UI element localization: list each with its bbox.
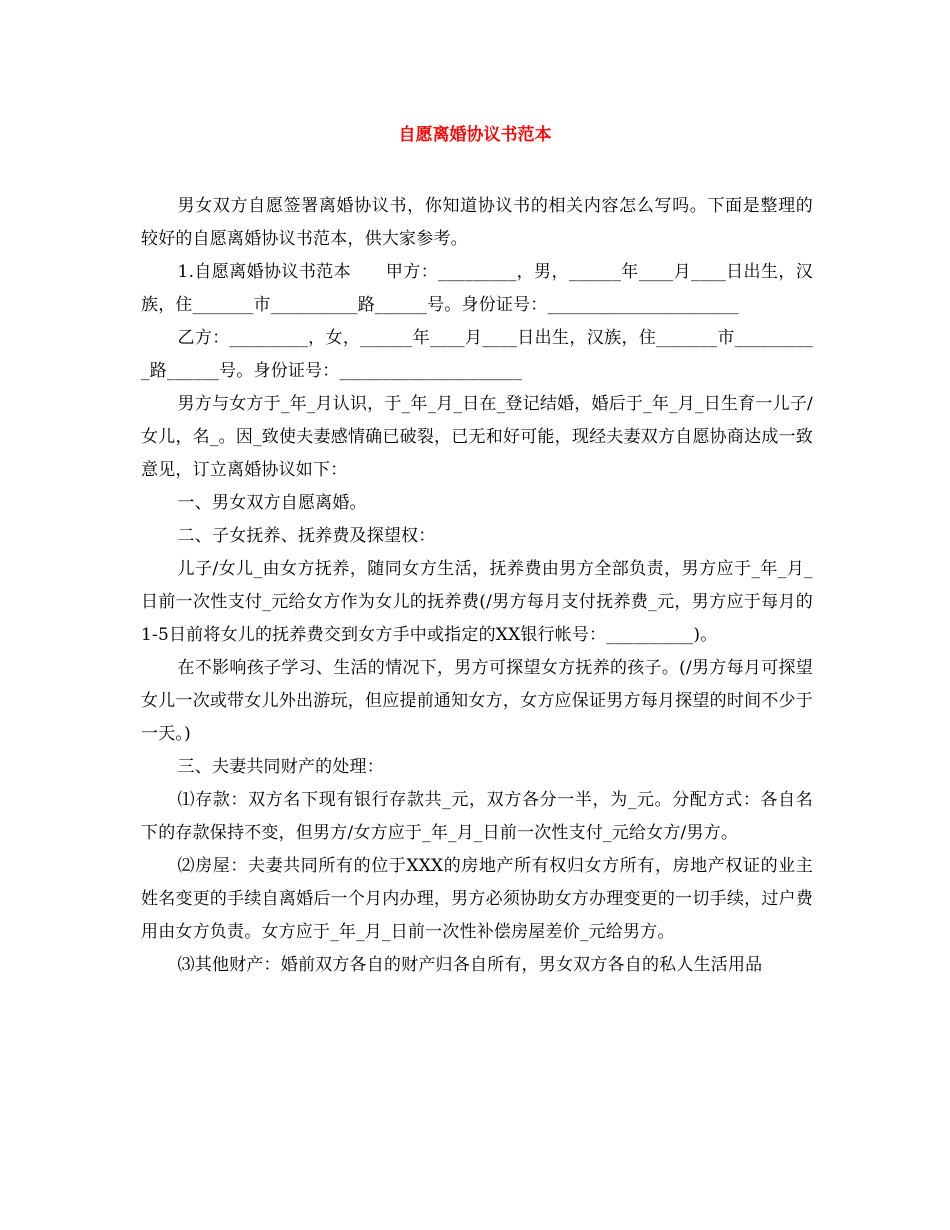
clause-2-heading: 二、子女抚养、抚养费及探望权： [177, 526, 436, 546]
paragraph-other-property: ⑶其他财产：婚前双方各自的财产归各自所有，男女双方各自的私人生活用品 [177, 955, 763, 975]
paragraph-intro: 男女双方自愿签署离婚协议书，你知道协议书的相关内容怎么写吗。下面是整理的较好的自愿离婚协议书范本，供大家参考。 [141, 196, 813, 249]
clause-3-heading: 三、夫妻共同财产的处理： [177, 757, 384, 777]
document-title: 自愿离婚协议书范本 [398, 125, 552, 145]
paragraph-deposits: ⑴存款：双方名下现有银行存款共_元，双方各分一半，为_元。分配方式：各自名下的存款保持不变，但男方/女方应于_年_月_日前一次性支付_元给女方/男方。 [141, 790, 813, 843]
paragraph-party-b: 乙方：_________，女，______年____月____日出生，汉族，住_______市__________路______号。身份证号：_____________________ [141, 328, 813, 381]
document-body [141, 190, 813, 982]
paragraph-marriage-facts: 男方与女方于_年_月认识，于_年_月_日在_登记结婚，婚后于_年_月_日生育一儿子/女儿，名_。因_致使夫妻感情确已破裂，已无和好可能，现经夫妻双方自愿协商达成一致意见，订立离婚协议如下： [141, 394, 813, 480]
paragraph-house: ⑵房屋：夫妻共同所有的位于XXX的房地产所有权归女方所有，房地产权证的业主姓名变更的手续自离婚后一个月内办理，男方必须协助女方办理变更的一切手续，过户费用由女方负责。女方应于_年_月_日前一次性补偿房屋差价_元给男方。 [141, 856, 813, 942]
paragraph-child-support: 儿子/女儿_由女方抚养，随同女方生活，抚养费由男方全部负责，男方应于_年_月_日前一次性支付_元给女方作为女儿的抚养费(/男方每月支付抚养费_元，男方应于每月的1-5日前将女儿的抚养费交到女方手中或指定的XX银行帐号：__________)。 [141, 559, 813, 645]
paragraph-party-a: 1.自愿离婚协议书范本 甲方：_________，男，______年____月____日出生，汉族，住_______市__________路______号。身份证号：______________________ [141, 262, 813, 315]
paragraph-visitation: 在不影响孩子学习、生活的情况下，男方可探望女方抚养的孩子。(/男方每月可探望女儿一次或带女儿外出游玩，但应提前通知女方，女方应保证男方每月探望的时间不少于一天。) [141, 658, 813, 744]
clause-1-heading: 一、男女双方自愿离婚。 [177, 493, 367, 513]
